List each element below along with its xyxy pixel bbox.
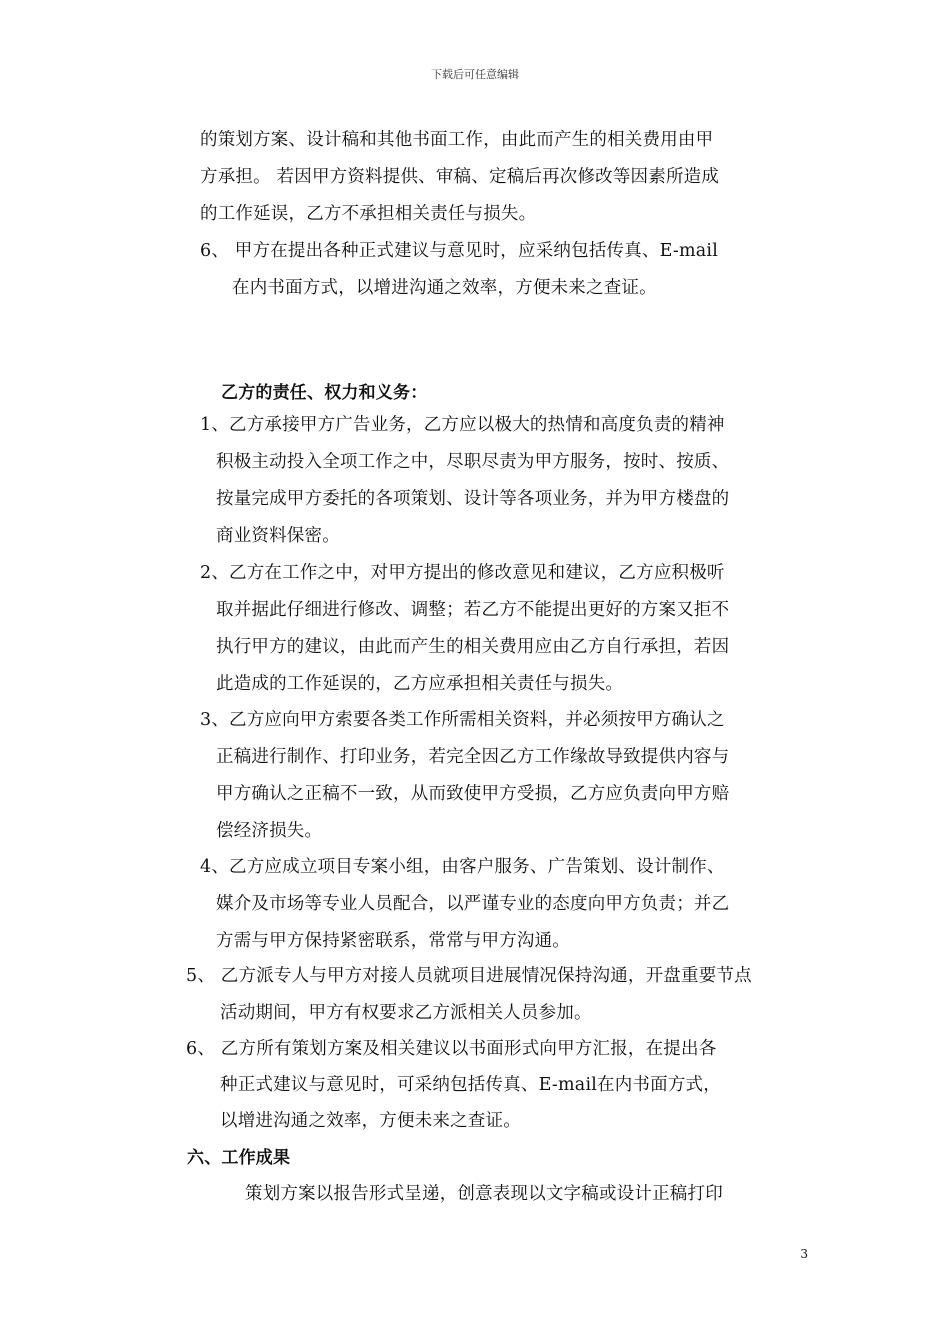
list-item: 3、乙方应向甲方索要各类工作所需相关资料，并必须按甲方确认之 xyxy=(200,710,725,730)
section-heading: 乙方的责任、权力和义务： xyxy=(221,383,428,403)
text-line: 取并据此仔细进行修改、调整；若乙方不能提出更好的方案又拒不 xyxy=(216,600,730,620)
text-line: 媒介及市场等专业人员配合，以严谨专业的态度向甲方负责；并乙 xyxy=(216,894,730,914)
text-line: 积极主动投入全项工作之中，尽职尽责为甲方服务，按时、按质、 xyxy=(216,452,730,472)
list-item: 6、 甲方在提出各种正式建议与意见时，应采纳包括传真、E-mail xyxy=(200,241,719,261)
list-item: 6、 乙方所有策划方案及相关建议以书面形式向甲方汇报，在提出各 xyxy=(186,1039,717,1059)
list-item: 1、乙方承接甲方广告业务，乙方应以极大的热情和高度负责的精神 xyxy=(200,415,725,435)
text-line: 的策划方案、设计稿和其他书面工作，由此而产生的相关费用由甲 xyxy=(200,130,714,150)
text-line: 在内书面方式，以增进沟通之效率，方便未来之查证。 xyxy=(232,278,657,298)
text-line: 偿经济损失。 xyxy=(216,821,323,841)
text-line: 此造成的工作延误的，乙方应承担相关责任与损失。 xyxy=(216,674,624,694)
text-line: 方承担。 若因甲方资料提供、审稿、定稿后再次修改等因素所造成 xyxy=(200,167,720,187)
text-line: 策划方案以报告形式呈递，创意表现以文字稿或设计正稿打印 xyxy=(245,1184,723,1204)
page-number: 3 xyxy=(800,1247,808,1261)
list-item: 2、乙方在工作之中，对甲方提出的修改意见和建议，乙方应积极听 xyxy=(200,563,725,583)
text-line: 按量完成甲方委托的各项策划、设计等各项业务，并为甲方楼盘的 xyxy=(216,489,730,509)
text-line: 活动期间，甲方有权要求乙方派相关人员参加。 xyxy=(220,1003,592,1023)
text-line: 种正式建议与意见时，可采纳包括传真、E-mail在内书面方式， xyxy=(220,1075,721,1095)
text-line: 商业资料保密。 xyxy=(216,526,340,546)
page-header: 下载后可任意编辑 xyxy=(431,68,519,81)
list-item: 4、乙方应成立项目专案小组，由客户服务、广告策划、设计制作、 xyxy=(200,857,725,877)
text-line: 以增进沟通之效率，方便未来之查证。 xyxy=(220,1111,521,1131)
list-item: 5、 乙方派专人与甲方对接人员就项目进展情况保持沟通，开盘重要节点 xyxy=(186,966,752,986)
text-line: 执行甲方的建议，由此而产生的相关费用应由乙方自行承担，若因 xyxy=(216,637,730,657)
text-line: 甲方确认之正稿不一致，从而致使甲方受损，乙方应负责向甲方赔 xyxy=(216,784,730,804)
text-line: 的工作延误，乙方不承担相关责任与损失。 xyxy=(200,204,537,224)
section-heading: 六、工作成果 xyxy=(187,1148,291,1168)
text-line: 方需与甲方保持紧密联系，常常与甲方沟通。 xyxy=(216,931,570,951)
text-line: 正稿进行制作、打印业务，若完全因乙方工作缘故导致提供内容与 xyxy=(216,747,730,767)
